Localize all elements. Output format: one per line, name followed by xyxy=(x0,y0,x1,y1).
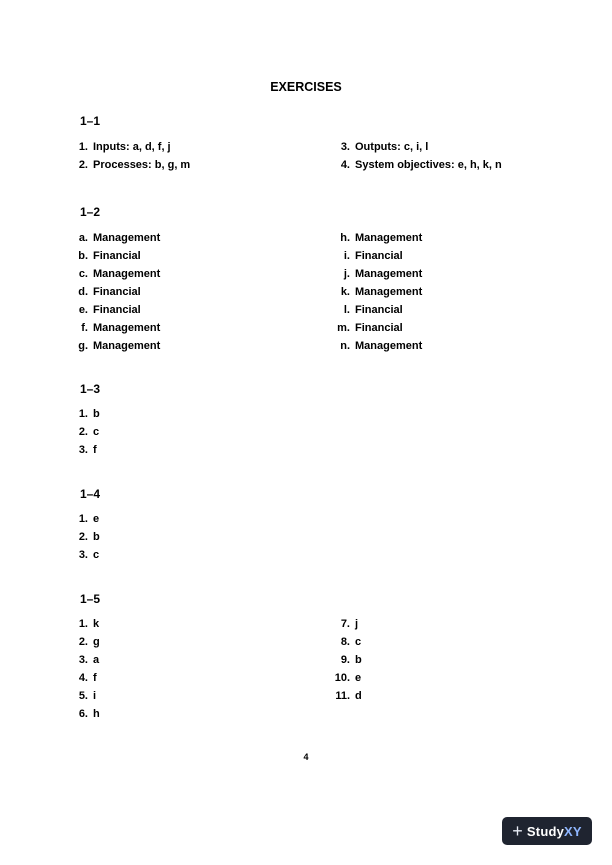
answer-item: 5. i xyxy=(78,690,97,702)
answer-item: c. Management xyxy=(78,268,161,280)
studyxy-logo[interactable] xyxy=(502,817,592,845)
answer-item: e. Financial xyxy=(78,304,141,316)
answer-item: 2. Processes: b, g, m xyxy=(78,159,191,171)
answer-item: 8. c xyxy=(340,636,362,648)
answer-item: k. Management xyxy=(340,286,423,298)
answer-item: 7. j xyxy=(340,618,359,630)
section-label: 1–2 xyxy=(80,205,101,219)
answer-item: f. Management xyxy=(81,322,161,334)
answer-item: d. Financial xyxy=(78,286,141,298)
logo-text-study: Study xyxy=(526,823,565,839)
answer-item: g. Management xyxy=(78,340,161,352)
answer-column-right xyxy=(328,229,422,355)
answer-column-left xyxy=(66,138,190,174)
answer-column-left xyxy=(66,405,100,459)
answer-item: 2. b xyxy=(78,531,100,543)
answer-item: b. Financial xyxy=(78,250,141,262)
answer-item: 4. System objectives: e, h, k, n xyxy=(340,159,502,171)
answer-item: j. Management xyxy=(343,268,423,280)
answer-column-right xyxy=(328,138,502,174)
section-label: 1–1 xyxy=(80,114,101,128)
answer-item: 2. c xyxy=(78,426,100,438)
answer-item: 9. b xyxy=(340,654,362,666)
answer-item: 11. d xyxy=(335,690,362,702)
answer-item: n. Management xyxy=(340,340,423,352)
answer-item: i. Financial xyxy=(343,250,403,262)
answer-item: 2. g xyxy=(78,636,100,648)
answer-item: 3. Outputs: c, i, l xyxy=(340,141,429,153)
logo-text-xy: XY xyxy=(564,823,582,839)
answer-column-right xyxy=(328,615,362,705)
answer-item: 3. a xyxy=(78,654,100,666)
answer-item: 3. f xyxy=(78,444,97,456)
answer-column-left xyxy=(66,615,100,723)
answer-item: h. Management xyxy=(340,232,423,244)
section-label: 1–3 xyxy=(80,382,101,396)
answer-item: 3. c xyxy=(78,549,100,561)
answer-item: a. Management xyxy=(78,232,161,244)
answer-item: m. Financial xyxy=(337,322,403,334)
section-label: 1–5 xyxy=(80,592,101,606)
answer-item: 1. k xyxy=(78,618,100,630)
answer-item: 10. e xyxy=(334,672,362,684)
answer-item: 6. h xyxy=(78,708,100,720)
answer-column-left xyxy=(66,229,160,355)
answer-item: 1. e xyxy=(78,513,100,525)
plus-icon: + xyxy=(512,820,523,841)
section-label: 1–4 xyxy=(80,487,101,501)
answer-item: 1. b xyxy=(78,408,100,420)
answer-item: 4. f xyxy=(78,672,97,684)
answer-item: 1. Inputs: a, d, f, j xyxy=(78,141,171,153)
page-title: EXERCISES xyxy=(270,80,342,94)
page-number: 4 xyxy=(303,752,309,762)
answer-item: l. Financial xyxy=(343,304,403,316)
answer-column-left xyxy=(66,510,100,564)
